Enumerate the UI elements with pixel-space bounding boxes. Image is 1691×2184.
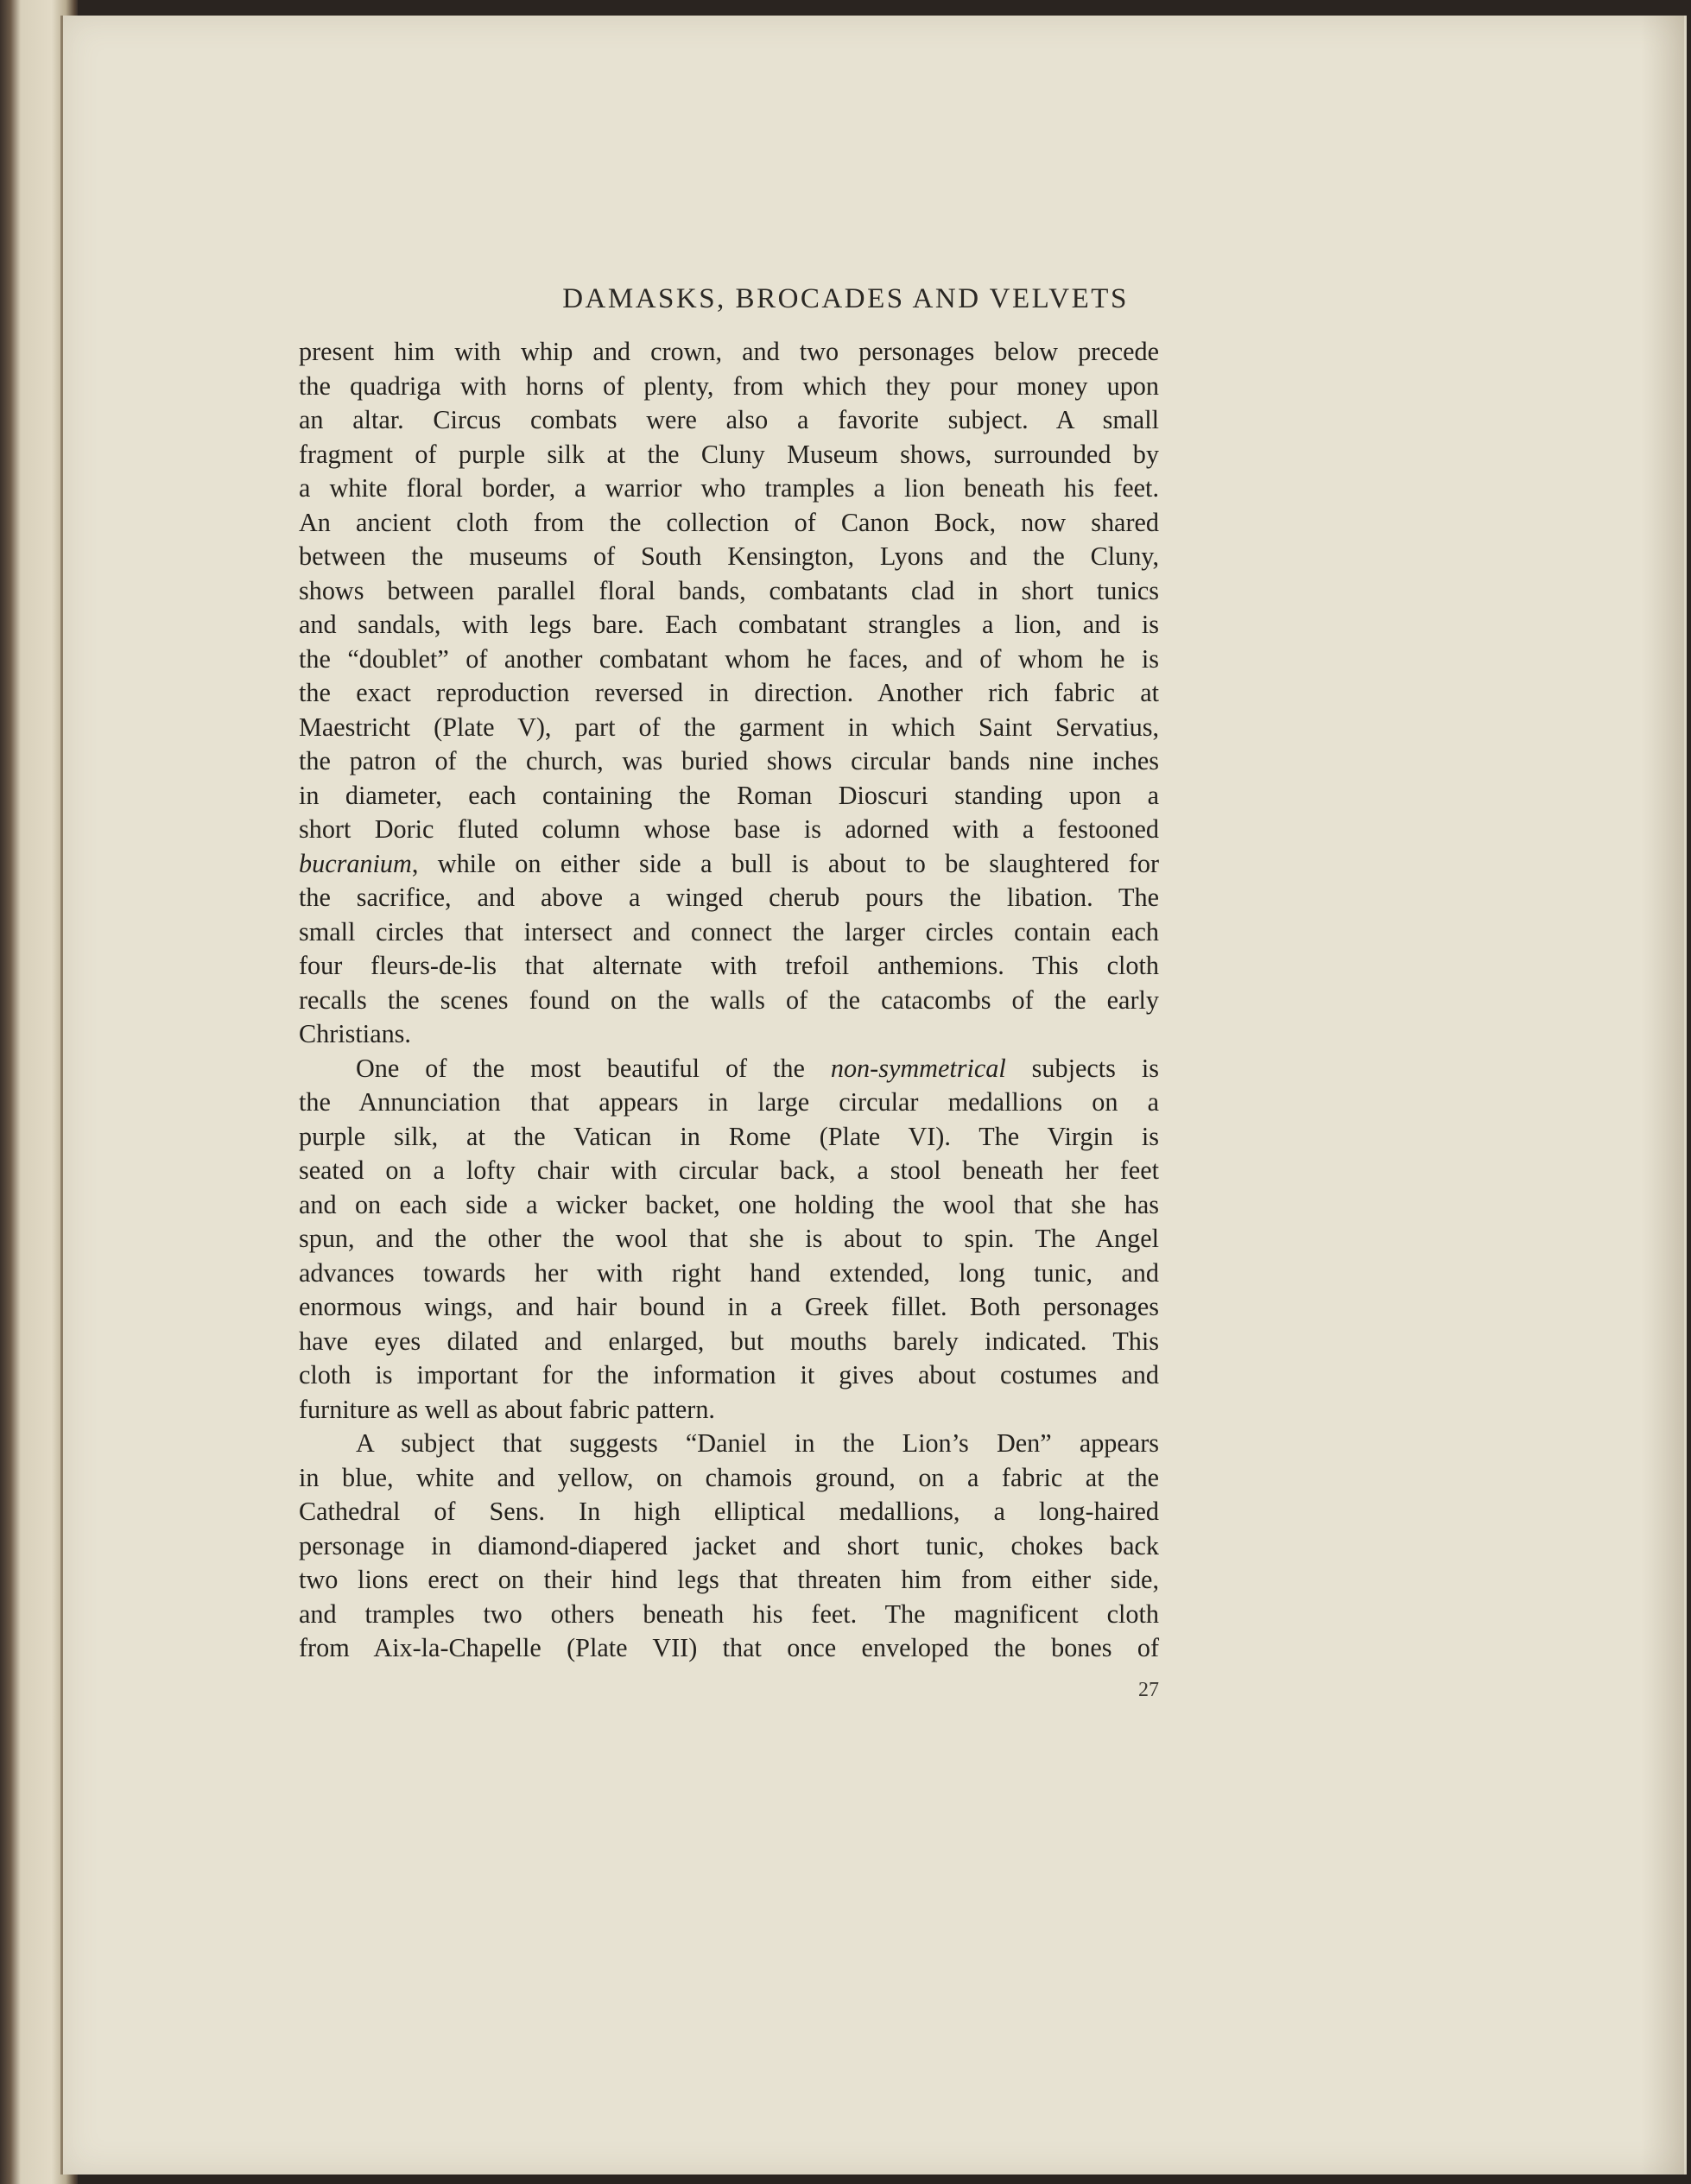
running-head: DAMASKS, BROCADES AND VELVETS xyxy=(562,283,1129,314)
text-line: cloth is important for the information it gives about costumes and xyxy=(299,1360,1159,1390)
text-line: spun, and the other the wool that she is about to spin. The Angel xyxy=(299,1224,1159,1253)
text-line: the Annunciation that appears in large circular medallions on a xyxy=(299,1087,1159,1117)
text-line: Christians. xyxy=(299,1019,411,1048)
text-line: Maestricht (Plate V), part of the garment in which Saint Servatius, xyxy=(299,712,1159,742)
text-line: the patron of the church, was buried shows circular bands nine inches xyxy=(299,746,1159,775)
text-line: between the museums of South Kensington, Lyons and the Cluny, xyxy=(299,541,1159,571)
text-line: A subject that suggests “Daniel in the Lion’s Den” appears xyxy=(356,1428,1159,1458)
text-fragment: One of the most beautiful of the xyxy=(356,1053,831,1083)
text-line: purple silk, at the Vatican in Rome (Plate VI). The Virgin is xyxy=(299,1121,1159,1151)
italic-term: bucranium xyxy=(299,848,412,878)
text-line: an altar. Circus combats were also a favorite subject. A small xyxy=(299,405,1159,434)
body-text xyxy=(299,335,1159,1666)
text-line-with-italic xyxy=(299,847,1159,882)
text-line: have eyes dilated and enlarged, but mouths barely indicated. This xyxy=(299,1326,1159,1356)
text-line: and tramples two others beneath his feet. The magnificent cloth xyxy=(299,1598,1159,1629)
text-line: advances towards her with right hand extended, long tunic, and xyxy=(299,1257,1159,1288)
text-line: the exact reproduction reversed in direction. Another rich fabric at xyxy=(299,678,1159,707)
text-line: the sacrifice, and above a winged cherub pours the libation. The xyxy=(299,883,1159,912)
text-line: and on each side a wicker backet, one holding the wool that she has xyxy=(299,1189,1159,1219)
text-line: two lions erect on their hind legs that threaten him from either side, xyxy=(299,1565,1159,1594)
text-line: shows between parallel floral bands, combatants clad in short tunics xyxy=(299,575,1159,605)
text-line: in diameter, each containing the Roman Dioscuri standing upon a xyxy=(299,780,1159,810)
text-line-with-italic xyxy=(299,1052,1159,1086)
text-line: seated on a lofty chair with circular back, a stool beneath her feet xyxy=(299,1155,1159,1185)
text-line: recalls the scenes found on the walls of the catacombs of the early xyxy=(299,984,1159,1015)
text-line: present him with whip and crown, and two personages below precede xyxy=(299,337,1159,366)
text-fragment: , while on either side a bull is about to be slaughtered for xyxy=(411,848,1159,878)
text-line: a white floral border, a warrior who tramples a lion beneath his feet. xyxy=(299,473,1159,503)
text-line: enormous wings, and hair bound in a Greek fillet. Both personages xyxy=(299,1292,1159,1321)
text-line: four fleurs-de-lis that alternate with trefoil anthemions. This cloth xyxy=(299,951,1159,980)
text-fragment: subjects is xyxy=(1005,1053,1159,1083)
text-line: fragment of purple silk at the Cluny Museum shows, surrounded by xyxy=(299,439,1159,469)
text-line: personage in diamond-diapered jacket and short tunic, chokes back xyxy=(299,1530,1159,1560)
text-line: the quadriga with horns of plenty, from which they pour money upon xyxy=(299,370,1159,401)
text-line: small circles that intersect and connect the larger circles contain each xyxy=(299,916,1159,946)
text-line: the “doublet” of another combatant whom he faces, and of whom he is xyxy=(299,643,1159,674)
text-line: short Doric fluted column whose base is adorned with a festooned xyxy=(299,814,1159,844)
text-line: furniture as well as about fabric pattern. xyxy=(299,1394,715,1424)
page-edge-shadow xyxy=(1641,16,1684,2175)
page-number: 27 xyxy=(1138,1679,1159,1701)
text-line: and sandals, with legs bare. Each combatant strangles a lion, and is xyxy=(299,610,1159,639)
text-line: in blue, white and yellow, on chamois ground, on a fabric at the xyxy=(299,1462,1159,1492)
text-line: An ancient cloth from the collection of Canon Bock, now shared xyxy=(299,507,1159,537)
text-line: from Aix-la-Chapelle (Plate VII) that once enveloped the bones of xyxy=(299,1633,1159,1662)
italic-term: non-symmetrical xyxy=(830,1053,1006,1083)
text-line: Cathedral of Sens. In high elliptical medallions, a long-haired xyxy=(299,1497,1159,1526)
